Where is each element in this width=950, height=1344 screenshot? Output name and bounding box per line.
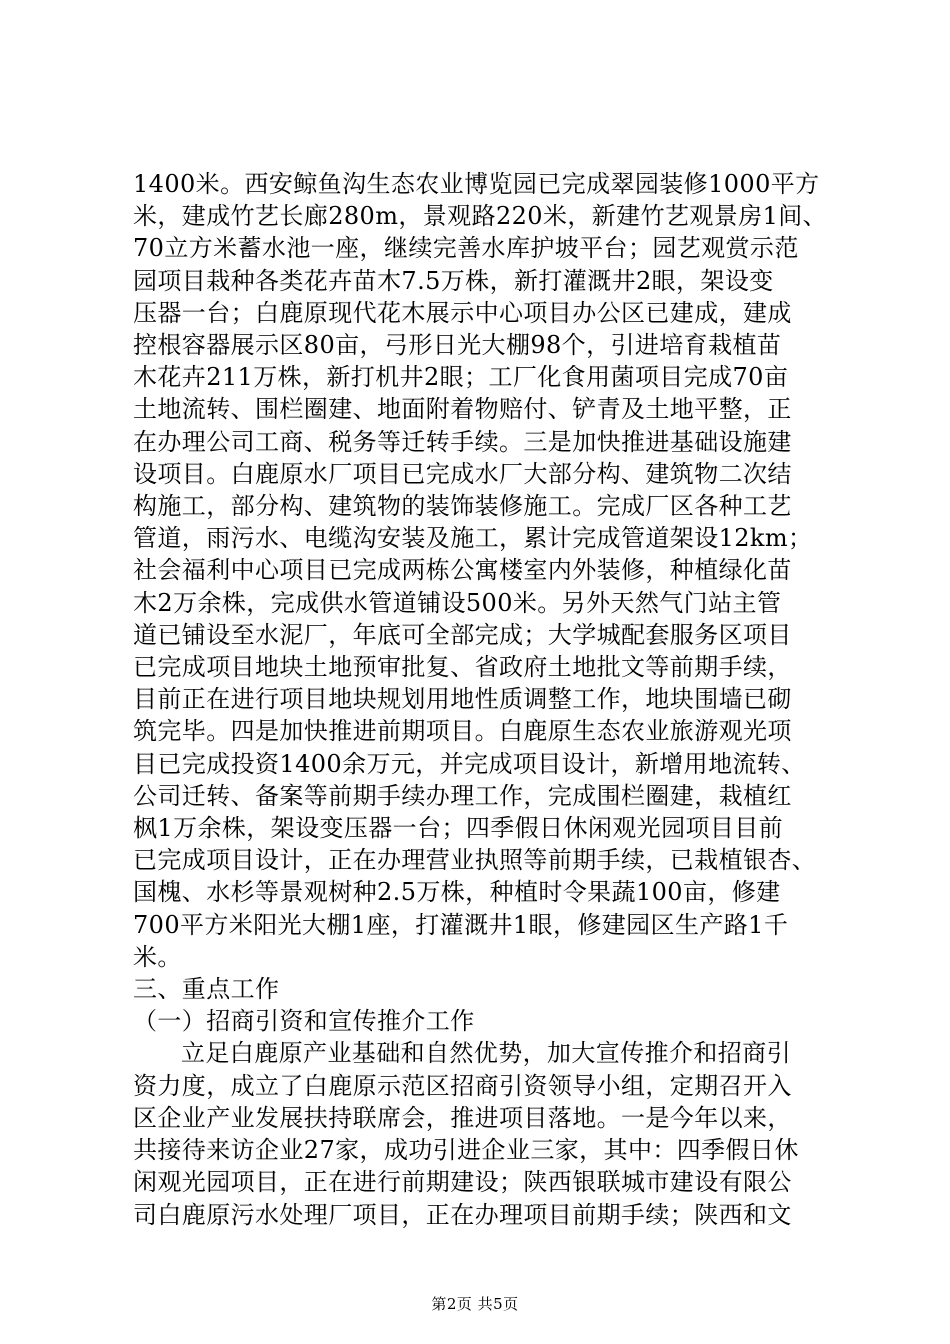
text-line: 管道，雨污水、电缆沟安装及施工，累计完成管道架设12km； [133, 524, 813, 553]
text-line: 700平方米阳光大棚1座，打灌溉井1眼，修建园区生产路1千 [133, 910, 789, 939]
paragraph-investment [133, 1037, 833, 1230]
text-line: 共接待来访企业27家，成功引进企业三家，其中：四季假日休 [133, 1136, 799, 1165]
text-line: 园项目栽种各类花卉苗木7.5万株，新打灌溉井2眼，架设变 [133, 266, 774, 295]
text-line: 公司迁转、备案等前期手续办理工作，完成围栏圈建，栽植红 [133, 781, 792, 810]
text-line: 司白鹿原污水处理厂项目，正在办理项目前期手续；陕西和文 [133, 1200, 792, 1229]
text-line: 已完成项目设计，正在办理营业执照等前期手续，已栽植银杏、 [133, 846, 817, 875]
text-line: 米。 [133, 942, 182, 971]
text-line: 资力度，成立了白鹿原示范区招商引资领导小组，定期召开入 [133, 1071, 792, 1100]
page-footer: 第2页 共5页 [431, 1295, 519, 1313]
text-line: 在办理公司工商、税务等迁转手续。三是加快推进基础设施建 [133, 427, 792, 456]
document-body [133, 168, 833, 1231]
text-line: 土地流转、围栏圈建、地面附着物赔付、铲青及土地平整，正 [133, 395, 792, 424]
text-line: 筑完毕。四是加快推进前期项目。白鹿原生态农业旅游观光项 [133, 717, 792, 746]
text-line: 构施工，部分构、建筑物的装饰装修施工。完成厂区各种工艺 [133, 492, 792, 521]
text-line: 已完成项目地块土地预审批复、省政府土地批文等前期手续， [133, 653, 792, 682]
section-heading: 三、重点工作 [133, 975, 280, 1004]
subsection-heading: （一）招商引资和宣传推介工作 [133, 1007, 475, 1036]
text-line: 压器一台；白鹿原现代花木展示中心项目办公区已建成，建成 [133, 298, 792, 327]
text-line: 70立方米蓄水池一座，继续完善水库护坡平台；园艺观赏示范 [133, 234, 799, 263]
text-line: 木2万余株，完成供水管道铺设500米。另外天然气门站主管 [133, 588, 782, 617]
text-line: 设项目。白鹿原水厂项目已完成水厂大部分构、建筑物二次结 [133, 459, 792, 488]
text-line: 米，建成竹艺长廊280m，景观路220米，新建竹艺观景房1间、 [133, 202, 828, 231]
text-line: 控根容器展示区80亩，弓形日光大棚98个，引进培育栽植苗 [133, 331, 782, 360]
text-line: 木花卉211万株，新打机井2眼；工厂化食用菌项目完成70亩 [133, 363, 789, 392]
text-line: 区企业产业发展扶持联席会，推进项目落地。一是今年以来， [133, 1103, 792, 1132]
text-line: 枫1万余株，架设变压器一台；四季假日休闲观光园项目目前 [133, 814, 784, 843]
text-line: 社会福利中心项目已完成两栋公寓楼室内外装修，种植绿化苗 [133, 556, 792, 585]
paragraph-project-progress [133, 168, 833, 973]
text-line: 闲观光园项目，正在进行前期建设；陕西银联城市建设有限公 [133, 1168, 792, 1197]
text-line: 1400米。西安鲸鱼沟生态农业博览园已完成翠园装修1000平方 [133, 170, 820, 198]
text-line: 道已铺设至水泥厂，年底可全部完成；大学城配套服务区项目 [133, 620, 792, 649]
text-line: 立足白鹿原产业基础和自然优势，加大宣传推介和招商引 [181, 1039, 791, 1068]
text-line: 国槐、水杉等景观树种2.5万株，种植时令果蔬100亩，修建 [133, 878, 781, 907]
text-line: 目前正在进行项目地块规划用地性质调整工作，地块围墙已砌 [133, 685, 792, 714]
text-line: 目已完成投资1400余万元，并完成项目设计，新增用地流转、 [133, 749, 806, 778]
